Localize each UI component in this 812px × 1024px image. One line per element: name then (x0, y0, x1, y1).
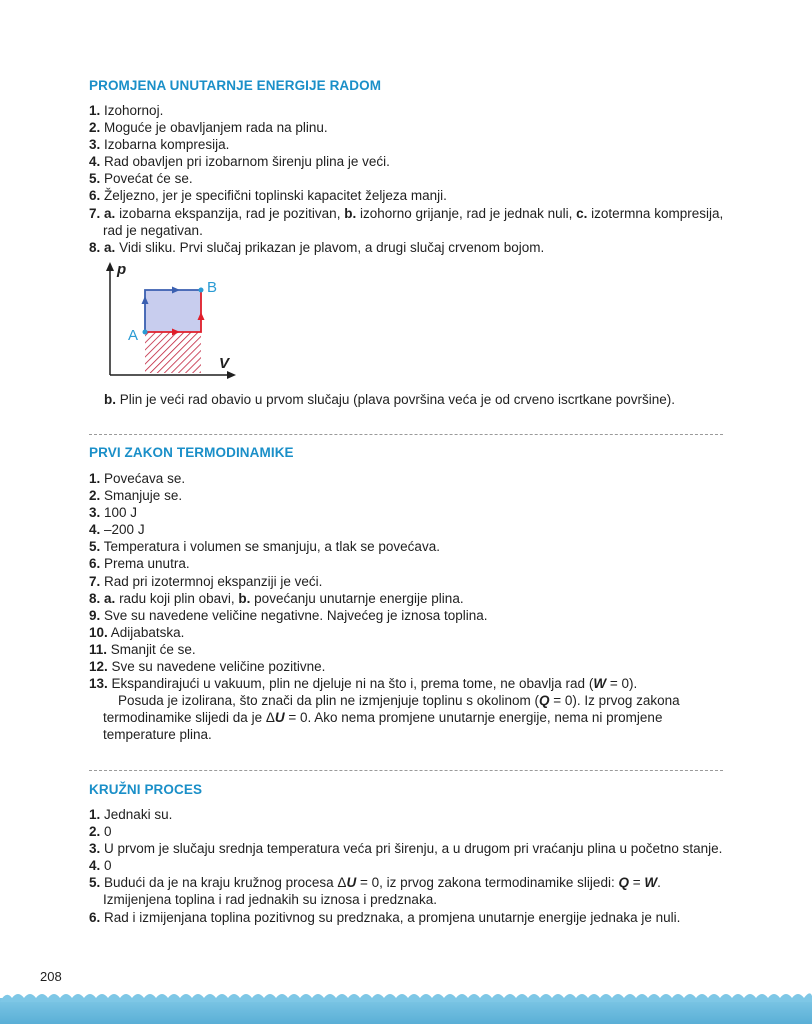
section-title-first-law: PRVI ZAKON TERMODINAMIKE (89, 445, 294, 460)
v-axis-arrow-icon (227, 371, 236, 379)
page-number: 208 (40, 969, 62, 984)
list-item: 9. Sve su navedene veličine negativne. Najvećeg je iznosa toplina. (89, 607, 488, 623)
list-item: 13. Ekspandirajući u vakuum, plin ne djeluje ni na što i, prema tome, ne obavlja rad (W = 0). Posuda je izolirana, što znači da plin ne izmjenjuje toplinu s okolinom (Q = 0). Iz prvog zakona termodinamike slijedi da je ΔU = 0. Ako nema promjene unutarnje energije, nema ni promjene temperature plina. (89, 676, 680, 743)
list-item: 6. Rad i izmijenjana toplina pozitivnog su predznaka, a promjena unutarnje energije jednaka je nuli. (89, 909, 681, 925)
list-item: 2. Moguće je obavljanjem rada na plinu. (89, 120, 328, 136)
scallop-edge (0, 990, 812, 1002)
bottom-decorative-band (0, 998, 812, 1024)
list-item: 7. Rad pri izotermnoj ekspanziji je veći. (89, 573, 323, 589)
v-axis-label: V (219, 355, 230, 372)
point-a (143, 330, 148, 335)
blue-area (145, 290, 201, 332)
list-item: 5. Budući da je na kraju kružnog procesa ΔU = 0, iz prvog zakona termodinamike slijedi: Q = W. Izmijenjena toplina i rad jednakih su iznosa i predznaka. (89, 875, 661, 908)
point-b-label: B (207, 279, 218, 296)
p-axis-label: p (117, 261, 127, 278)
list-item: 4. 0 (89, 858, 112, 874)
list-item: 1. Povećava se. (89, 471, 186, 486)
list-item: 1. Jednaki su. (89, 807, 173, 822)
red-hatched-area (145, 332, 201, 373)
answers-list-1 (89, 102, 729, 256)
list-item: 3. Izobarna kompresija. (89, 137, 230, 153)
list-item: 3. 100 J (89, 505, 138, 521)
list-item: 5. Temperatura i volumen se smanjuju, a tlak se povećava. (89, 539, 440, 555)
list-item: 4. Rad obavljen pri izobarnom širenju plina je veći. (89, 154, 390, 170)
list-item: 4. –200 J (89, 522, 145, 538)
list-item: 5. Povećat će se. (89, 171, 193, 187)
p-axis-arrow-icon (106, 262, 114, 271)
section-title-energy-work: PROMJENA UNUTARNJE ENERGIJE RADOM (89, 78, 382, 93)
section-divider (89, 434, 723, 435)
answers-list-3 (89, 806, 729, 926)
list-item: 6. Željezno, jer je specifični toplinski kapacitet željeza manji. (89, 188, 447, 204)
list-item: 7. a. izobarna ekspanzija, rad je pozitivan, b. izohorno grijanje, rad je jednak nuli, c. izotermna kompresija, rad je negativan. (89, 205, 724, 238)
list-item: 11. Smanjit će se. (89, 641, 196, 657)
answer-8b: b. Plin je veći rad obavio u prvom slučaju (plava površina veća je od crveno iscrtkane površine). (104, 392, 676, 407)
pv-diagram (100, 260, 260, 380)
section-divider (89, 770, 723, 771)
list-item: 12. Sve su navedene veličine pozitivne. (89, 659, 326, 675)
list-item: 2. Smanjuje se. (89, 488, 183, 504)
answers-list-2 (89, 470, 729, 744)
list-item: 3. U prvom je slučaju srednja temperatura veća pri širenju, a u drugom pri vraćanju plina u početno stanje. (89, 841, 723, 857)
list-item: 1. Izohornoj. (89, 103, 164, 118)
section-title-cyclic-process: KRUŽNI PROCES (89, 782, 203, 797)
list-item: 10. Adijabatska. (89, 624, 185, 640)
list-item: 2. 0 (89, 824, 112, 840)
list-item: 8. a. radu koji plin obavi, b. povećanju unutarnje energije plina. (89, 590, 464, 606)
list-item: 8. a. Vidi sliku. Prvi slučaj prikazan je plavom, a drugi slučaj crvenom bojom. (89, 239, 545, 255)
point-a-label: A (128, 327, 139, 344)
point-b (199, 288, 204, 293)
list-item: 6. Prema unutra. (89, 556, 190, 572)
